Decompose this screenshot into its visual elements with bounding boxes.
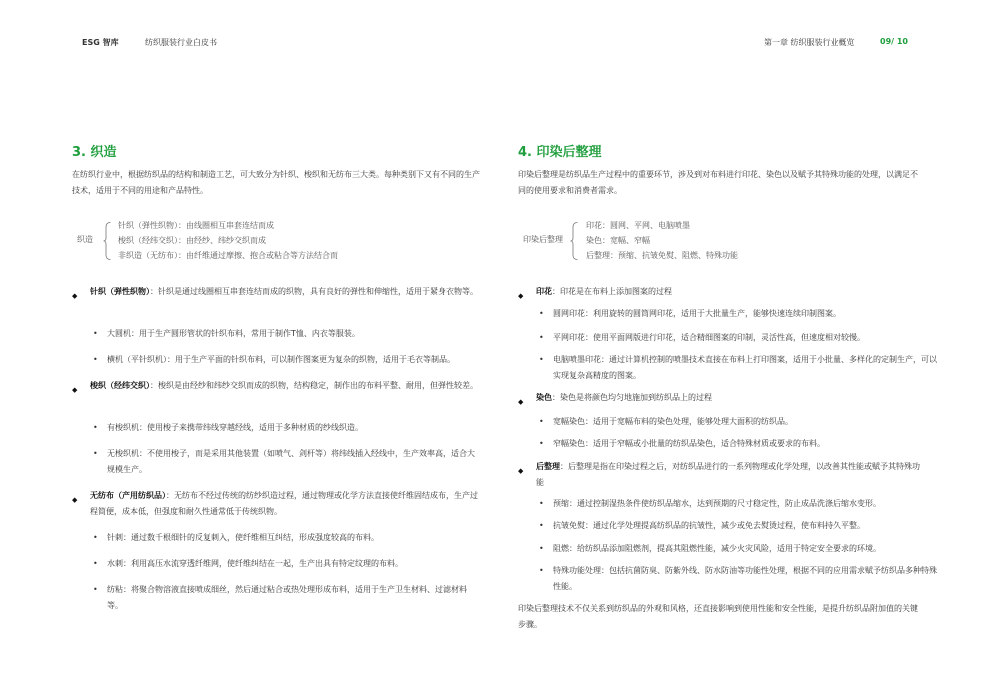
list-item-text: 无梭织机：不使用梭子，而是采用其他装置（如喷气、剑杆等）将纬线插入经线中，生产效率高，适合大规模生产。	[107, 449, 475, 474]
list-item	[72, 352, 497, 368]
bullet-printing	[518, 284, 926, 300]
section-title: 3. 织造	[72, 145, 117, 160]
list-item-text: 有梭织机：使用梭子来携带纬线穿越经线，适用于多种材质的纱线织造。	[107, 423, 363, 432]
list-item-text: 大圆机：用于生产圆形管状的针织布料，常用于制作T恤、内衣等服装。	[107, 329, 360, 338]
brace-icon	[103, 222, 111, 260]
dot-bullet-icon: •	[539, 566, 544, 575]
bullet-nonwoven	[72, 488, 485, 520]
section-title: 4. 印染后整理	[518, 145, 602, 160]
header-doc-title: 纺织服装行业白皮书	[145, 38, 217, 47]
diamond-bullet-icon: ◆	[72, 292, 78, 300]
dot-bullet-icon: •	[539, 544, 544, 553]
bullet-knitting	[72, 284, 485, 300]
tree-item: 非织造（无纺布）：由纤维通过摩擦、抱合或粘合等方法结合而	[118, 251, 338, 260]
list-item	[518, 352, 938, 384]
bullet-finishing	[518, 459, 926, 491]
dot-bullet-icon: •	[93, 449, 98, 458]
dot-bullet-icon: •	[539, 333, 544, 342]
brace-icon	[570, 222, 578, 260]
list-item-text: 窄幅染色：适用于窄幅或小批量的纺织品染色，适合特殊材质或要求的布料。	[553, 439, 825, 448]
tree-item: 染色：宽幅、窄幅	[586, 236, 650, 245]
list-item-text: 纺粘：将聚合物溶液直接喷成细丝，然后通过粘合或热处理形成布料，适用于生产卫生材料、过滤材料等。	[107, 585, 467, 610]
list-item-text: 横机（平针织机）：用于生产平面的针织布料，可以制作图案更为复杂的织物，适用于毛衣等制品。	[107, 355, 455, 364]
bullet-term: 梭织（经纬交织）	[90, 381, 150, 390]
bullet-term: 印花	[536, 287, 552, 296]
dot-bullet-icon: •	[93, 329, 98, 338]
bullet-term: 无纺布（产用纺织品）	[90, 491, 166, 500]
bullet-desc: ：梭织是由经纱和纬纱交织而成的织物，结构稳定，制作出的布料平整、耐用，但弹性较差。	[150, 381, 478, 390]
bullet-term: 后整理	[536, 462, 560, 471]
list-item	[72, 582, 477, 614]
list-item-text: 针刺：通过数千根细针的反复刺入，使纤维相互纠结，形成强度较高的布料。	[107, 533, 379, 542]
list-item	[518, 541, 938, 557]
dot-bullet-icon: •	[93, 355, 98, 364]
tree-item: 针织（弹性织物）：由线圈相互串套连结而成	[118, 221, 274, 230]
header-chapter: 第一章 纺织服装行业概览	[764, 38, 855, 47]
list-item	[518, 414, 938, 430]
dot-bullet-icon: •	[93, 559, 98, 568]
list-item	[72, 420, 497, 436]
tree-root-label: 印染后整理	[523, 235, 563, 244]
dot-bullet-icon: •	[539, 355, 544, 364]
list-item-text: 平网印花：使用平面网版进行印花，适合精细图案的印制，灵活性高，但速度相对较慢。	[553, 333, 865, 342]
list-item	[72, 556, 497, 572]
bullet-desc: ：后整理是指在印染过程之后，对纺织品进行的一系列物理或化学处理，以改善其性能或赋予其特殊功能	[536, 462, 920, 487]
closing-paragraph: 印染后整理技术不仅关系到纺织品的外观和风格，还直接影响到使用性能和安全性能，是提升纺织品附加值的关键步骤。	[518, 604, 918, 629]
dot-bullet-icon: •	[93, 533, 98, 542]
list-item-text: 阻燃：给纺织品添加阻燃剂，提高其阻燃性能，减少火灾风险，适用于特定安全要求的环境。	[553, 544, 881, 553]
diamond-bullet-icon: ◆	[518, 467, 524, 475]
diamond-bullet-icon: ◆	[518, 292, 524, 300]
bullet-dyeing	[518, 390, 926, 406]
list-item	[518, 563, 938, 595]
header-brand: ESG 智库	[82, 38, 119, 47]
diamond-bullet-icon: ◆	[518, 398, 524, 406]
bullet-desc: ：无纺布不经过传统的纺纱织造过程，通过物理或化学方法直接使纤维固结成布，生产过程简便，成本低，但强度和耐久性通常低于传统织物。	[90, 491, 478, 516]
list-item	[518, 436, 938, 452]
list-item-text: 特殊功能处理：包括抗菌防臭、防紫外线、防水防油等功能性处理，根据不同的应用需求赋予纺织品多种特殊性能。	[553, 566, 937, 591]
bullet-desc: ：针织是通过线圈相互串套连结而成的织物，具有良好的弹性和伸缩性，适用于紧身衣物等。	[150, 287, 478, 296]
tree-root-label: 织造	[77, 235, 93, 244]
diamond-bullet-icon: ◆	[72, 496, 78, 504]
dot-bullet-icon: •	[539, 521, 544, 530]
list-item	[518, 330, 938, 346]
dot-bullet-icon: •	[539, 439, 544, 448]
list-item	[518, 518, 938, 534]
list-item	[518, 496, 938, 512]
header-page-number: 09/ 10	[880, 37, 908, 46]
list-item-text: 圆网印花：利用旋转的圆筒网印花，适用于大批量生产，能够快速连续印制图案。	[553, 309, 841, 318]
list-item-text: 宽幅染色：适用于宽幅布料的染色处理，能够处理大面积的纺织品。	[553, 417, 793, 426]
dot-bullet-icon: •	[93, 585, 98, 594]
diamond-bullet-icon: ◆	[72, 386, 78, 394]
classification-tree	[518, 219, 938, 263]
tree-item: 后整理：预缩、抗皱免熨、阻燃、特殊功能	[586, 251, 738, 260]
list-item	[72, 530, 497, 546]
list-item	[518, 306, 938, 322]
list-item	[72, 446, 477, 478]
tree-item: 印花：圆网、平网、电脑喷墨	[586, 221, 690, 230]
dot-bullet-icon: •	[539, 499, 544, 508]
bullet-desc: ：印花是在布料上添加图案的过程	[552, 287, 672, 296]
section-intro: 在纺织行业中，根据纺织品的结构和制造工艺，可大致分为针织、梭织和无纺布三大类。每种类别下又有不同的生产技术，适用于不同的用途和产品特性。	[72, 170, 480, 195]
classification-tree	[72, 219, 492, 263]
dot-bullet-icon: •	[93, 423, 98, 432]
dot-bullet-icon: •	[539, 309, 544, 318]
section-intro: 印染后整理是纺织品生产过程中的重要环节，涉及到对布料进行印花、染色以及赋予其特殊功能的处理，以满足不同的使用要求和消费者需求。	[518, 170, 918, 195]
list-item-text: 抗皱免熨：通过化学处理提高纺织品的抗皱性，减少或免去熨烫过程，使布料持久平整。	[553, 521, 865, 530]
bullet-term: 针织（弹性织物）	[90, 287, 150, 296]
list-item-text: 水刺：利用高压水流穿透纤维网，使纤维纠结在一起，生产出具有特定纹理的布料。	[107, 559, 403, 568]
list-item-text: 电脑喷墨印花：通过计算机控制的喷墨技术直接在布料上打印图案，适用于小批量、多样化的定制生产，可以实现复杂高精度的图案。	[553, 355, 937, 380]
list-item-text: 预缩：通过控制湿热条件使纺织品缩水，达到预期的尺寸稳定性，防止成品洗涤后缩水变形。	[553, 499, 881, 508]
bullet-desc: ：染色是将颜色均匀地施加到纺织品上的过程	[552, 393, 712, 402]
bullet-term: 染色	[536, 393, 552, 402]
tree-item: 梭织（经纬交织）：由经纱、纬纱交织而成	[118, 236, 266, 245]
list-item	[72, 326, 497, 342]
dot-bullet-icon: •	[539, 417, 544, 426]
bullet-woven	[72, 378, 485, 394]
